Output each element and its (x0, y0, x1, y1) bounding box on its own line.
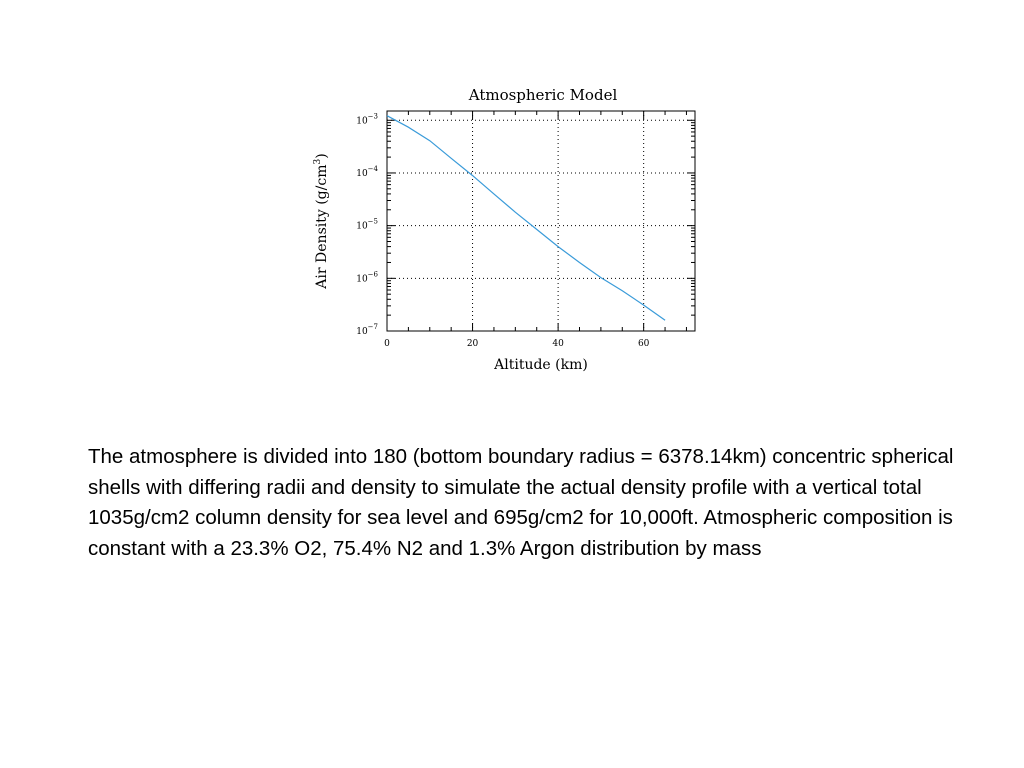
x-tick-label: 20 (466, 339, 479, 349)
y-tick-label: $10^{-7}$ (356, 323, 378, 337)
description-paragraph: The atmosphere is divided into 180 (bottom boundary radius = 6378.14km) concentric spherical shells with differing radii and density to simulate the actual density profile with a vertical total 1035g/cm2 column density for sea level and 695g/cm2 for 10,000ft. Atmospheric composition is constant with a 23.3% O2, 75.4% N2 and 1.3% Argon distribution by mass (88, 445, 954, 560)
y-tick-label: $10^{-4}$ (356, 164, 378, 179)
y-axis-label-superscript: 3 (313, 158, 323, 165)
x-axis-label: Altitude (km) (494, 357, 588, 373)
chart-title: Atmospheric Model (468, 86, 618, 104)
y-axis-label-close: ) (314, 153, 330, 159)
y-tick-label: $10^{-5}$ (356, 217, 378, 232)
y-tick-label: $10^{-6}$ (356, 270, 378, 285)
density-series-line (387, 116, 665, 321)
y-axis-label (313, 153, 330, 289)
x-tick-label: 0 (384, 339, 390, 349)
y-axis-label-main: Air Density (g/cm (314, 164, 330, 289)
tick-labels (356, 112, 649, 349)
density-chart (300, 80, 720, 380)
y-tick-label: $10^{-3}$ (356, 112, 378, 127)
series-layer (387, 116, 665, 321)
x-tick-label: 40 (552, 339, 564, 349)
x-tick-label: 60 (637, 339, 650, 349)
